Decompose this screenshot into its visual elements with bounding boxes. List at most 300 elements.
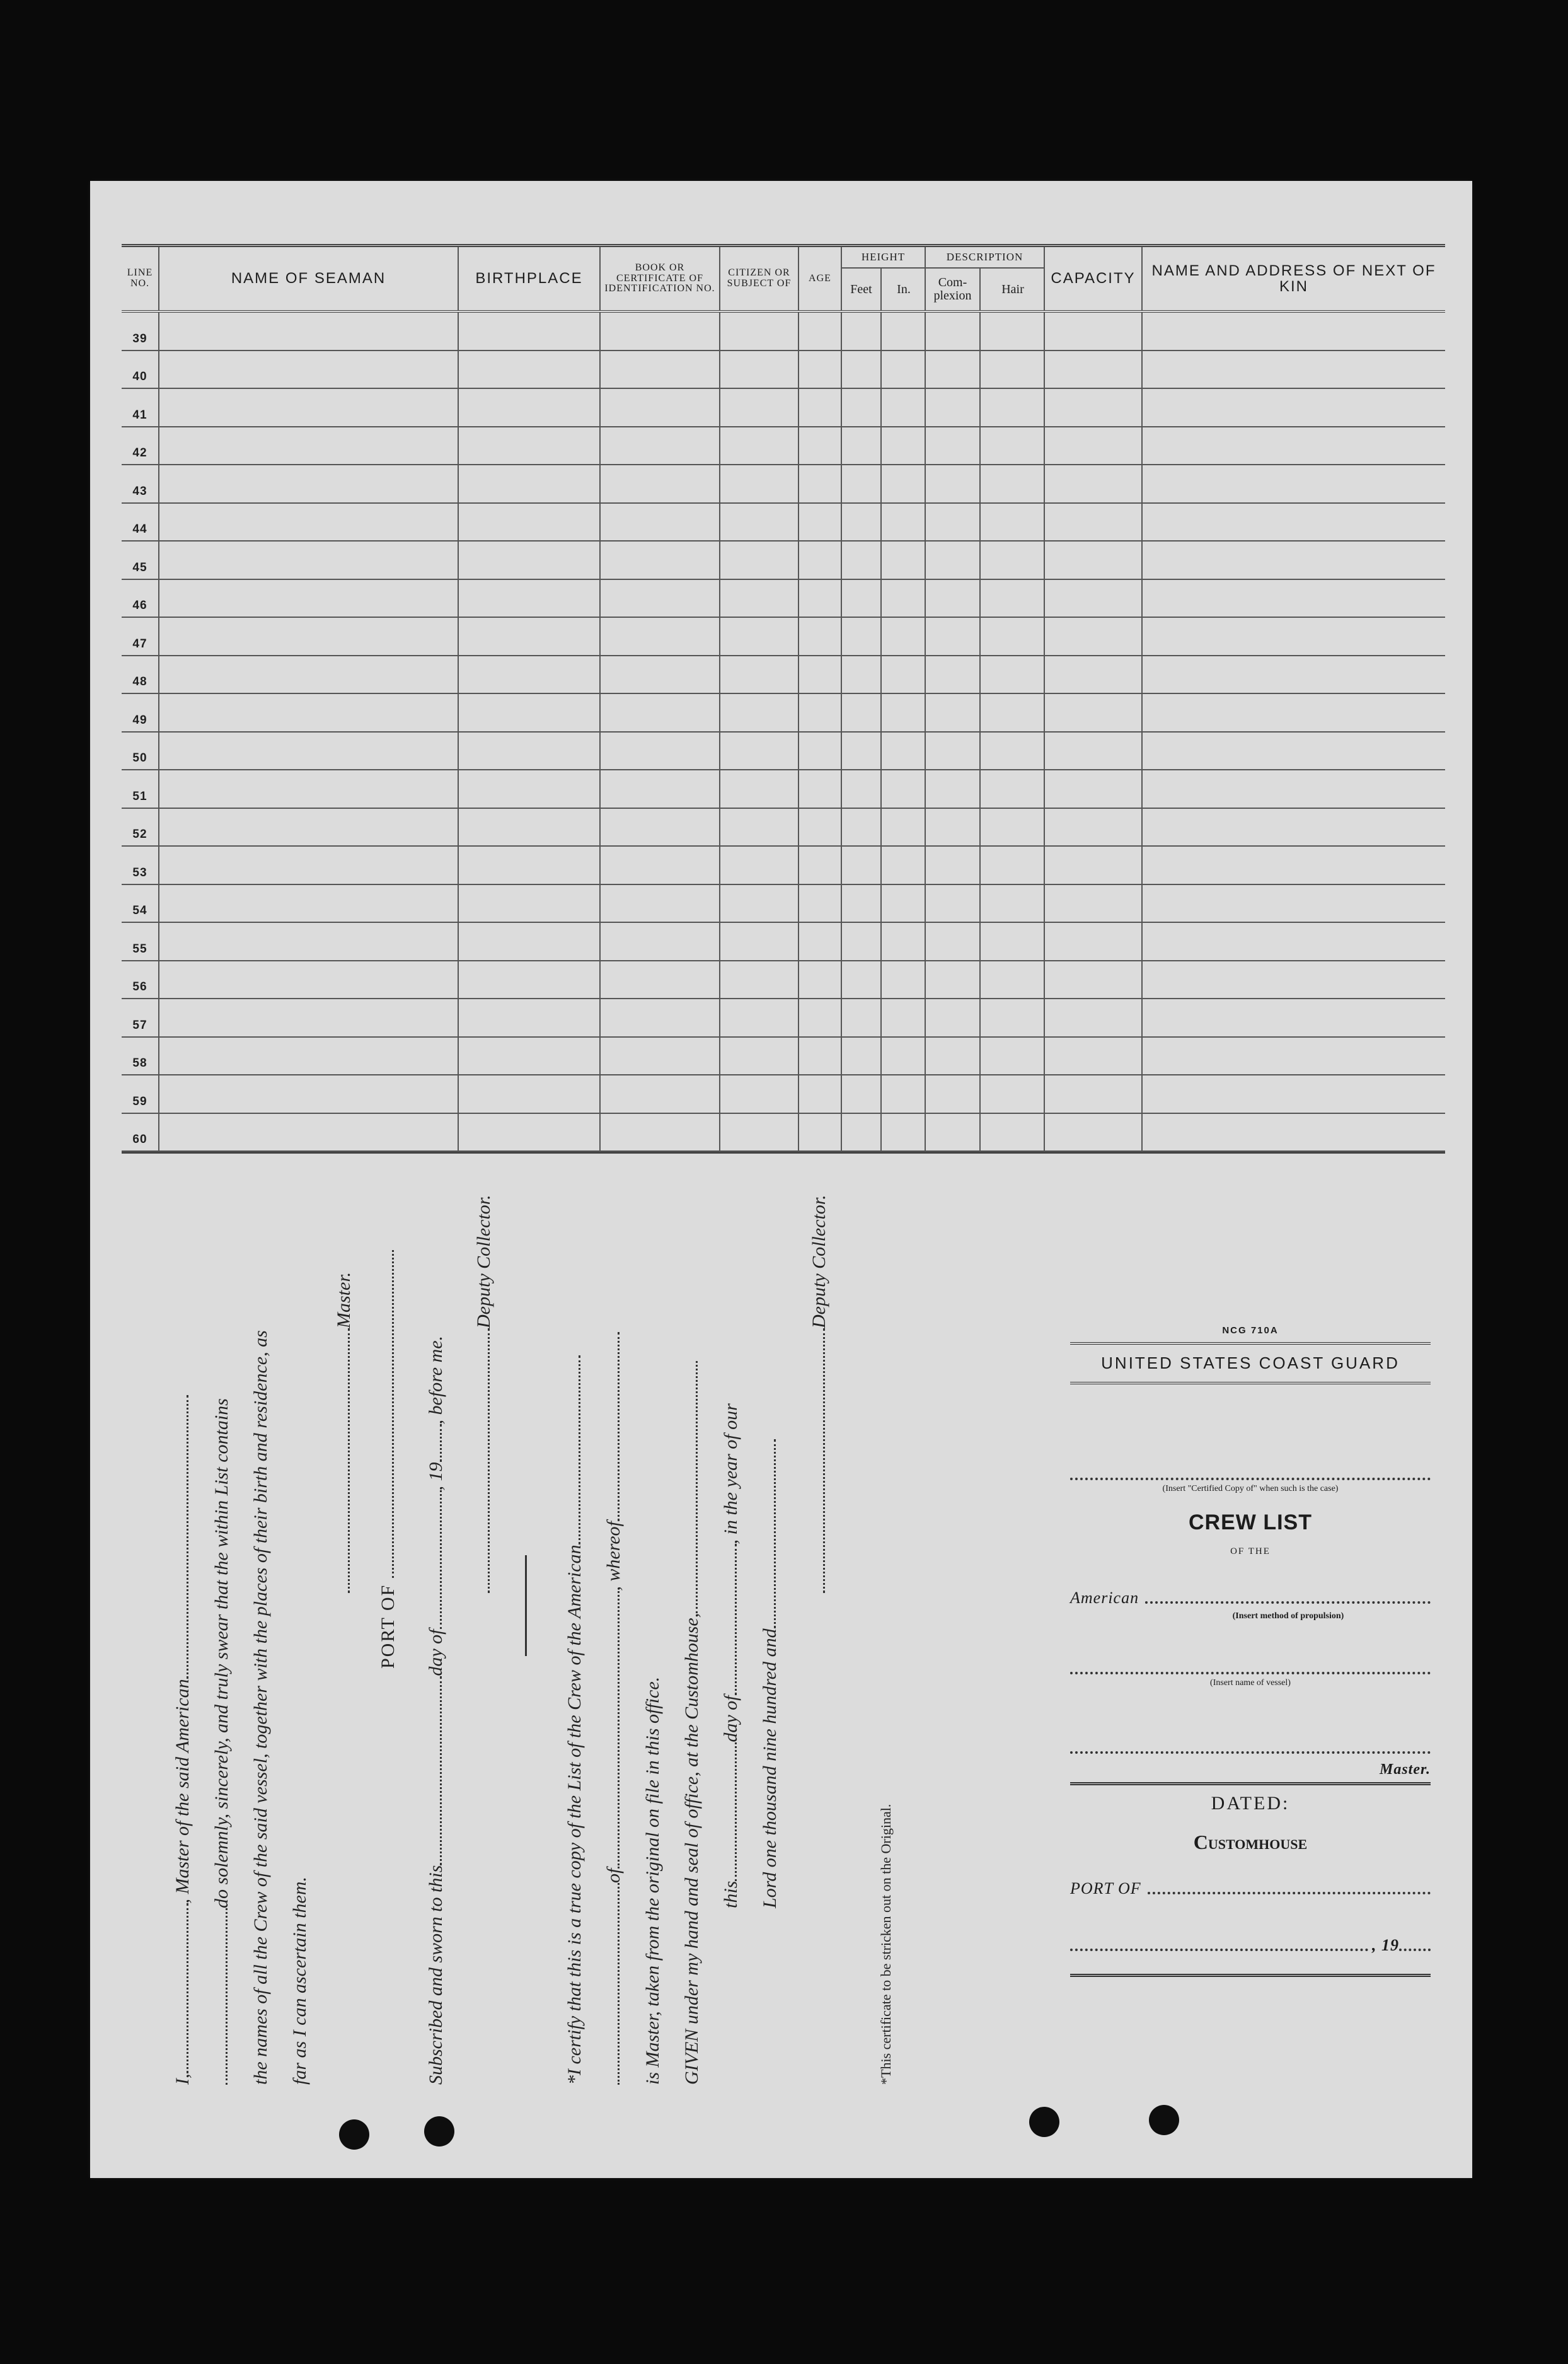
table-cell[interactable] <box>1045 427 1143 465</box>
table-row <box>122 1038 1445 1076</box>
table-cell[interactable] <box>720 389 799 426</box>
table-cell[interactable] <box>799 1114 842 1151</box>
table-cell[interactable] <box>159 809 459 846</box>
table-cell[interactable] <box>459 313 601 350</box>
table-cell[interactable] <box>159 961 459 999</box>
table-cell[interactable] <box>981 694 1045 731</box>
table-cell[interactable] <box>799 961 842 999</box>
table-cell[interactable] <box>799 618 842 655</box>
table-cell[interactable] <box>882 923 926 960</box>
table-cell[interactable] <box>882 427 926 465</box>
table-cell[interactable] <box>601 694 720 731</box>
line-number: 50 <box>122 733 159 770</box>
table-cell[interactable] <box>799 542 842 579</box>
table-cell[interactable] <box>981 923 1045 960</box>
table-cell[interactable] <box>459 1114 601 1151</box>
table-cell[interactable] <box>799 694 842 731</box>
table-cell[interactable] <box>459 961 601 999</box>
table-cell[interactable] <box>459 618 601 655</box>
table-cell[interactable] <box>842 580 882 617</box>
table-cell[interactable] <box>720 961 799 999</box>
of-the: OF THE <box>1230 1546 1271 1556</box>
line-number: 55 <box>122 923 159 960</box>
table-cell[interactable] <box>926 618 981 655</box>
table-cell[interactable] <box>1143 389 1445 426</box>
table-cell[interactable] <box>720 313 799 350</box>
table-cell[interactable] <box>159 427 459 465</box>
table-row <box>122 618 1445 656</box>
table-cell[interactable] <box>1045 542 1143 579</box>
table-cell[interactable] <box>1045 656 1143 693</box>
table-cell[interactable] <box>799 351 842 388</box>
table-cell[interactable] <box>720 542 799 579</box>
table-cell[interactable] <box>1143 1038 1445 1075</box>
table-cell[interactable] <box>159 1114 459 1151</box>
table-cell[interactable] <box>601 961 720 999</box>
table-cell[interactable] <box>926 313 981 350</box>
table-cell[interactable] <box>981 809 1045 846</box>
table-cell[interactable] <box>799 999 842 1036</box>
table-cell[interactable] <box>981 389 1045 426</box>
table-cell[interactable] <box>601 504 720 541</box>
table-cell[interactable] <box>882 1038 926 1075</box>
table-cell[interactable] <box>926 656 981 693</box>
table-cell[interactable] <box>1143 770 1445 808</box>
table-cell[interactable] <box>799 656 842 693</box>
table-cell[interactable] <box>926 580 981 617</box>
table-cell[interactable] <box>601 580 720 617</box>
table-cell[interactable] <box>1045 809 1143 846</box>
line-number: 53 <box>122 847 159 884</box>
table-cell[interactable] <box>1143 465 1445 502</box>
table-cell[interactable] <box>1143 351 1445 388</box>
table-cell[interactable] <box>159 999 459 1036</box>
copy-this: this <box>720 1880 741 1908</box>
table-cell[interactable] <box>720 733 799 770</box>
oath-crew-text: the names of all the Crew of the said vessel, together with the places of their birth and residence, as <box>250 1330 271 2085</box>
table-cell[interactable] <box>926 961 981 999</box>
table-cell[interactable] <box>1143 1114 1445 1151</box>
table-cell[interactable] <box>799 733 842 770</box>
table-cell[interactable] <box>601 1114 720 1151</box>
oath-19: , 19 <box>425 1462 446 1491</box>
table-cell[interactable] <box>159 504 459 541</box>
table-row <box>122 847 1445 885</box>
table-cell[interactable] <box>1045 389 1143 426</box>
table-cell[interactable] <box>459 733 601 770</box>
table-row <box>122 694 1445 733</box>
table-cell[interactable] <box>459 999 601 1036</box>
table-cell[interactable] <box>981 542 1045 579</box>
table-row <box>122 504 1445 542</box>
table-cell[interactable] <box>1143 427 1445 465</box>
table-cell[interactable] <box>926 542 981 579</box>
table-row <box>122 733 1445 771</box>
table-cell[interactable] <box>981 618 1045 655</box>
table-cell[interactable] <box>981 1038 1045 1075</box>
table-cell[interactable] <box>926 847 981 884</box>
table-cell[interactable] <box>981 580 1045 617</box>
table-cell[interactable] <box>459 1075 601 1113</box>
table-cell[interactable] <box>159 694 459 731</box>
section-divider <box>525 1555 527 1656</box>
table-cell[interactable] <box>601 313 720 350</box>
table-cell[interactable] <box>799 427 842 465</box>
table-cell[interactable] <box>842 923 882 960</box>
propulsion-note: (Insert method of propulsion) <box>1232 1611 1344 1621</box>
table-cell[interactable] <box>720 465 799 502</box>
table-cell[interactable] <box>882 694 926 731</box>
table-cell[interactable] <box>459 351 601 388</box>
table-cell[interactable] <box>1045 504 1143 541</box>
table-cell[interactable] <box>926 1038 981 1075</box>
table-cell[interactable] <box>882 770 926 808</box>
table-row <box>122 351 1445 390</box>
table-cell[interactable] <box>601 465 720 502</box>
line-number: 59 <box>122 1075 159 1113</box>
copy-year-of-our: , in the year of our <box>720 1403 741 1544</box>
table-cell[interactable] <box>1045 1075 1143 1113</box>
table-cell[interactable] <box>842 847 882 884</box>
table-cell[interactable] <box>720 1114 799 1151</box>
table-cell[interactable] <box>882 885 926 922</box>
table-cell[interactable] <box>720 923 799 960</box>
table-cell[interactable] <box>1045 770 1143 808</box>
table-cell[interactable] <box>1143 313 1445 350</box>
table-cell[interactable] <box>842 999 882 1036</box>
table-cell[interactable] <box>601 923 720 960</box>
table-cell[interactable] <box>159 923 459 960</box>
table-cell[interactable] <box>842 1114 882 1151</box>
line-number: 39 <box>122 313 159 350</box>
table-cell[interactable] <box>720 999 799 1036</box>
year-19: , 19 <box>1372 1936 1399 1954</box>
table-cell[interactable] <box>1143 580 1445 617</box>
table-cell[interactable] <box>799 923 842 960</box>
table-cell[interactable] <box>1143 847 1445 884</box>
table-cell[interactable] <box>799 847 842 884</box>
table-cell[interactable] <box>720 1038 799 1075</box>
table-cell[interactable] <box>601 427 720 465</box>
table-cell[interactable] <box>1045 351 1143 388</box>
table-cell[interactable] <box>926 427 981 465</box>
table-cell[interactable] <box>720 847 799 884</box>
table-cell[interactable] <box>1045 885 1143 922</box>
table-row <box>122 1075 1445 1114</box>
table-cell[interactable] <box>842 313 882 350</box>
table-cell[interactable] <box>799 770 842 808</box>
table-cell[interactable] <box>1143 809 1445 846</box>
table-cell[interactable] <box>799 1038 842 1075</box>
header-height-group <box>842 247 926 310</box>
table-cell[interactable] <box>459 580 601 617</box>
binder-hole <box>424 2116 454 2147</box>
table-cell[interactable] <box>459 694 601 731</box>
copy-whereof: , whereof <box>603 1521 624 1591</box>
table-cell[interactable] <box>720 427 799 465</box>
table-cell[interactable] <box>459 504 601 541</box>
table-cell[interactable] <box>926 733 981 770</box>
table-cell[interactable] <box>926 389 981 426</box>
table-cell[interactable] <box>882 961 926 999</box>
table-cell[interactable] <box>882 809 926 846</box>
table-cell[interactable] <box>601 1038 720 1075</box>
line-number: 51 <box>122 770 159 808</box>
table-cell[interactable] <box>799 504 842 541</box>
table-cell[interactable] <box>1045 961 1143 999</box>
table-cell[interactable] <box>882 1114 926 1151</box>
table-cell[interactable] <box>882 504 926 541</box>
table-cell[interactable] <box>459 885 601 922</box>
header-capacity: CAPACITY <box>1045 247 1143 310</box>
table-cell[interactable] <box>459 427 601 465</box>
table-cell[interactable] <box>601 1075 720 1113</box>
table-cell[interactable] <box>1045 465 1143 502</box>
table-cell[interactable] <box>981 733 1045 770</box>
table-cell[interactable] <box>842 733 882 770</box>
table-cell[interactable] <box>926 694 981 731</box>
table-cell[interactable] <box>159 770 459 808</box>
table-cell[interactable] <box>842 389 882 426</box>
table-cell[interactable] <box>720 1075 799 1113</box>
table-cell[interactable] <box>799 1075 842 1113</box>
table-cell[interactable] <box>159 351 459 388</box>
table-cell[interactable] <box>981 504 1045 541</box>
table-cell[interactable] <box>1143 733 1445 770</box>
table-cell[interactable] <box>1045 999 1143 1036</box>
table-cell[interactable] <box>981 1114 1045 1151</box>
table-cell[interactable] <box>720 504 799 541</box>
table-cell[interactable] <box>1143 542 1445 579</box>
table-cell[interactable] <box>159 465 459 502</box>
table-cell[interactable] <box>720 770 799 808</box>
table-cell[interactable] <box>720 618 799 655</box>
table-cell[interactable] <box>159 885 459 922</box>
table-cell[interactable] <box>720 809 799 846</box>
table-cell[interactable] <box>842 656 882 693</box>
table-cell[interactable] <box>799 465 842 502</box>
table-cell[interactable] <box>601 656 720 693</box>
table-cell[interactable] <box>720 885 799 922</box>
table-cell[interactable] <box>882 847 926 884</box>
table-cell[interactable] <box>459 1038 601 1075</box>
line-number: 60 <box>122 1114 159 1151</box>
copy-lord-text: Lord one thousand nine hundred and <box>759 1628 780 1908</box>
table-cell[interactable] <box>842 542 882 579</box>
table-cell[interactable] <box>842 427 882 465</box>
table-cell[interactable] <box>799 885 842 922</box>
table-cell[interactable] <box>459 847 601 884</box>
table-cell[interactable] <box>159 656 459 693</box>
table-cell[interactable] <box>926 923 981 960</box>
table-cell[interactable] <box>981 770 1045 808</box>
copy-master-text: is Master, taken from the original on file in this office. <box>642 1676 663 2085</box>
table-cell[interactable] <box>159 313 459 350</box>
table-cell[interactable] <box>1143 923 1445 960</box>
table-cell[interactable] <box>981 465 1045 502</box>
crew-list-title: CREW LIST <box>1189 1510 1312 1534</box>
table-cell[interactable] <box>601 770 720 808</box>
table-cell[interactable] <box>842 618 882 655</box>
table-cell[interactable] <box>926 504 981 541</box>
table-cell[interactable] <box>159 618 459 655</box>
table-cell[interactable] <box>1143 1075 1445 1113</box>
header-hair: Hair <box>1001 282 1024 296</box>
line-number: 46 <box>122 580 159 617</box>
table-cell[interactable] <box>1143 504 1445 541</box>
table-cell[interactable] <box>1045 580 1143 617</box>
table-row <box>122 1114 1445 1152</box>
table-cell[interactable] <box>882 656 926 693</box>
table-cell[interactable] <box>842 961 882 999</box>
table-cell[interactable] <box>159 389 459 426</box>
table-row <box>122 656 1445 695</box>
table-cell[interactable] <box>799 389 842 426</box>
header-age: AGE <box>799 247 842 310</box>
table-cell[interactable] <box>159 580 459 617</box>
table-cell[interactable] <box>459 770 601 808</box>
table-cell[interactable] <box>882 618 926 655</box>
table-cell[interactable] <box>882 313 926 350</box>
table-cell[interactable] <box>799 313 842 350</box>
table-cell[interactable] <box>981 999 1045 1036</box>
table-cell[interactable] <box>1143 618 1445 655</box>
master-name-line[interactable] <box>1070 1745 1431 1754</box>
table-cell[interactable] <box>926 465 981 502</box>
table-cell[interactable] <box>1045 733 1143 770</box>
table-row <box>122 809 1445 847</box>
table-cell[interactable] <box>842 1038 882 1075</box>
table-cell[interactable] <box>882 999 926 1036</box>
line-number: 57 <box>122 999 159 1036</box>
american-label: American <box>1070 1589 1139 1607</box>
table-cell[interactable] <box>601 542 720 579</box>
table-cell[interactable] <box>601 847 720 884</box>
table-cell[interactable] <box>981 1075 1045 1113</box>
table-cell[interactable] <box>926 770 981 808</box>
table-cell[interactable] <box>842 694 882 731</box>
table-row <box>122 427 1445 466</box>
line-number: 48 <box>122 656 159 693</box>
table-cell[interactable] <box>459 809 601 846</box>
table-cell[interactable] <box>799 809 842 846</box>
table-cell[interactable] <box>459 656 601 693</box>
oath-port-of: PORT OF <box>378 1584 398 1669</box>
table-cell[interactable] <box>981 847 1045 884</box>
table-cell[interactable] <box>720 580 799 617</box>
table-cell[interactable] <box>459 389 601 426</box>
table-cell[interactable] <box>1143 656 1445 693</box>
table-cell[interactable] <box>1045 618 1143 655</box>
stricken-note: *This certificate to be stricken out on the Original. <box>878 1804 894 2085</box>
table-cell[interactable] <box>459 923 601 960</box>
table-cell[interactable] <box>882 465 926 502</box>
bottom-rule <box>1070 1974 1431 1977</box>
table-cell[interactable] <box>842 885 882 922</box>
table-cell[interactable] <box>601 618 720 655</box>
table-cell[interactable] <box>459 542 601 579</box>
table-cell[interactable] <box>926 999 981 1036</box>
table-cell[interactable] <box>601 809 720 846</box>
table-cell[interactable] <box>159 1075 459 1113</box>
table-cell[interactable] <box>601 733 720 770</box>
table-cell[interactable] <box>159 847 459 884</box>
table-cell[interactable] <box>882 733 926 770</box>
table-cell[interactable] <box>882 580 926 617</box>
table-cell[interactable] <box>981 656 1045 693</box>
table-cell[interactable] <box>882 351 926 388</box>
table-cell[interactable] <box>926 351 981 388</box>
table-cell[interactable] <box>159 1038 459 1075</box>
table-cell[interactable] <box>842 1075 882 1113</box>
table-cell[interactable] <box>601 351 720 388</box>
table-cell[interactable] <box>1045 847 1143 884</box>
table-cell[interactable] <box>1045 923 1143 960</box>
table-cell[interactable] <box>1045 1114 1143 1151</box>
vessel-name-note: (Insert name of vessel) <box>1210 1678 1291 1688</box>
table-cell[interactable] <box>882 542 926 579</box>
table-cell[interactable] <box>842 351 882 388</box>
agency-title: UNITED STATES COAST GUARD <box>1070 1342 1431 1384</box>
table-cell[interactable] <box>981 351 1045 388</box>
table-cell[interactable] <box>842 770 882 808</box>
vessel-name-line[interactable] <box>1070 1666 1431 1674</box>
table-cell[interactable] <box>720 694 799 731</box>
table-cell[interactable] <box>601 999 720 1036</box>
table-cell[interactable] <box>981 313 1045 350</box>
propulsion-field[interactable] <box>1070 1589 1431 1608</box>
table-cell[interactable] <box>926 809 981 846</box>
table-cell[interactable] <box>799 580 842 617</box>
line-number: 41 <box>122 389 159 426</box>
table-body <box>122 313 1445 1152</box>
table-row <box>122 542 1445 580</box>
date-field[interactable] <box>1070 1936 1431 1955</box>
table-cell[interactable] <box>601 389 720 426</box>
table-cell[interactable] <box>926 1075 981 1113</box>
table-cell[interactable] <box>981 961 1045 999</box>
binder-hole <box>339 2119 369 2150</box>
table-cell[interactable] <box>842 809 882 846</box>
table-cell[interactable] <box>842 504 882 541</box>
table-cell[interactable] <box>1045 1038 1143 1075</box>
table-cell[interactable] <box>159 542 459 579</box>
table-cell[interactable] <box>459 465 601 502</box>
table-cell[interactable] <box>720 656 799 693</box>
table-cell[interactable] <box>1143 885 1445 922</box>
table-row <box>122 770 1445 809</box>
table-cell[interactable] <box>882 389 926 426</box>
table-cell[interactable] <box>1045 313 1143 350</box>
port-field[interactable] <box>1070 1879 1431 1898</box>
table-cell[interactable] <box>601 885 720 922</box>
table-cell[interactable] <box>926 885 981 922</box>
table-cell[interactable] <box>981 885 1045 922</box>
table-cell[interactable] <box>1045 694 1143 731</box>
table-cell[interactable] <box>1143 961 1445 999</box>
table-cell[interactable] <box>720 351 799 388</box>
table-cell[interactable] <box>159 733 459 770</box>
table-cell[interactable] <box>1143 694 1445 731</box>
table-cell[interactable] <box>926 1114 981 1151</box>
line-number: 56 <box>122 961 159 999</box>
table-cell[interactable] <box>882 1075 926 1113</box>
table-cell[interactable] <box>981 427 1045 465</box>
table-cell[interactable] <box>1143 999 1445 1036</box>
table-cell[interactable] <box>842 465 882 502</box>
certified-copy-line[interactable] <box>1070 1471 1431 1480</box>
header-description: DESCRIPTION <box>926 247 1044 269</box>
